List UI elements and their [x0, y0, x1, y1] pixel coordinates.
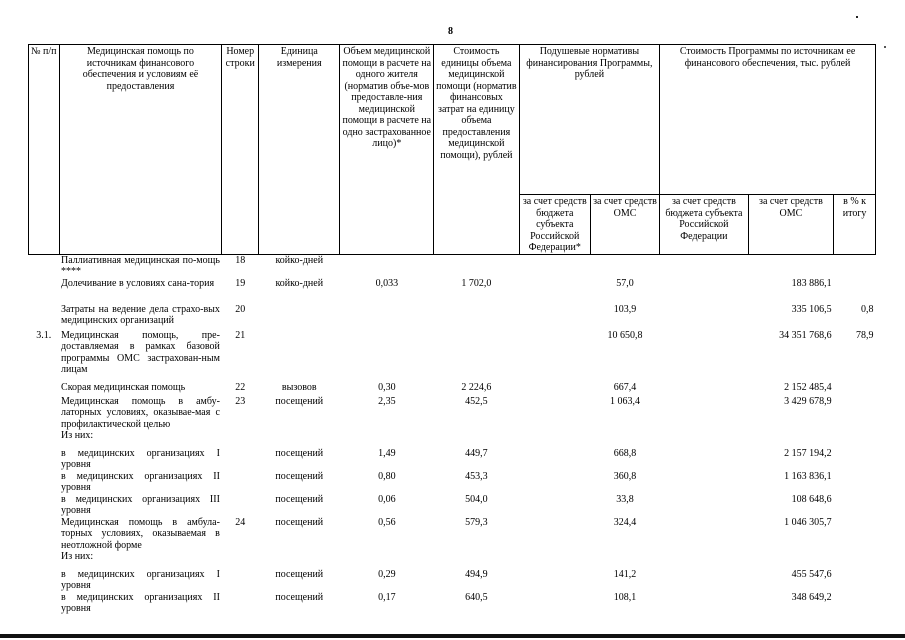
row-line-number: 19: [235, 277, 246, 289]
row-line-number: [222, 592, 259, 615]
row-program-budget: [660, 304, 749, 330]
row-name-text: Медицинская помощь в амбу-латорных условиях, оказывае-мая с профилактической целью: [61, 395, 220, 430]
row-program-pct: [834, 278, 876, 304]
row-program-omc: 2 152 485,4: [784, 381, 832, 393]
row-norm-budget: [519, 517, 590, 569]
row-program-budget: [660, 396, 749, 448]
row-num: [29, 569, 60, 592]
row-program-pct: [834, 471, 876, 494]
row-program-pct: 0,8: [861, 303, 874, 315]
row-program-pct: [834, 254, 876, 278]
header-program-pct: в % к итогу: [834, 195, 876, 255]
row-program-omc: 108 648,6: [791, 493, 832, 505]
row-volume: 0,29: [378, 568, 396, 580]
row-name-text: Медицинская помощь в амбула-торных условиях, оказываемая в неотложной форме: [61, 516, 220, 551]
row-line-number: 20: [235, 303, 246, 315]
row-name: [59, 517, 222, 569]
row-unit-cost: 494,9: [465, 568, 488, 580]
row-norm-budget: [519, 278, 590, 304]
scan-speck: [884, 46, 886, 48]
row-volume: 0,17: [378, 591, 396, 603]
header-norms-omc: за счет средств ОМС: [590, 195, 659, 255]
row-num: [29, 278, 60, 304]
row-num: [29, 592, 60, 615]
row-program-omc: 3 429 678,9: [784, 395, 832, 407]
row-name: [59, 278, 222, 304]
row-program-budget: [660, 448, 749, 471]
row-program-budget: [660, 569, 749, 592]
row-volume: 2,35: [378, 395, 396, 407]
table-row: [29, 330, 876, 382]
row-volume: 1,49: [378, 447, 396, 459]
header-program-omc: за счет средств ОМС: [748, 195, 834, 255]
table-row: [29, 396, 876, 448]
row-unit-cost: 449,7: [465, 447, 488, 459]
row-name: [59, 304, 222, 330]
row-program-omc: 1 163 836,1: [784, 470, 832, 482]
row-norm-omc: 1 063,4: [610, 395, 640, 407]
header-norms-budget: за счет средств бюджета субъекта Российской Федерации*: [519, 195, 590, 255]
scan-speck: [856, 16, 858, 18]
row-name-text: Долечивание в условиях сана-тория: [61, 277, 215, 289]
row-line-number: [222, 569, 259, 592]
row-unit: [259, 304, 340, 330]
row-volume: 0,30: [378, 381, 396, 393]
header-norms: Подушевые нормативы финансирования Программы, рублей: [519, 45, 659, 195]
row-num: [29, 382, 60, 396]
header-program: Стоимость Программы по источникам ее финансового обеспечения, тыс. рублей: [660, 45, 876, 195]
row-volume: 0,033: [375, 277, 399, 289]
row-norm-omc: 57,0: [616, 277, 634, 289]
row-name-text: Скорая медицинская помощь: [61, 381, 186, 393]
row-name: [59, 330, 222, 382]
row-unit-cost: 1 702,0: [461, 277, 492, 289]
row-unit: вызовов: [281, 381, 317, 393]
header-row: Номер строки: [222, 45, 259, 255]
row-program-budget: [660, 278, 749, 304]
row-norm-omc: 667,4: [613, 381, 637, 393]
row-num: [29, 304, 60, 330]
row-unit: койко-дней: [275, 277, 324, 289]
row-unit-cost: [434, 254, 520, 278]
row-line-number: [222, 448, 259, 471]
row-name-text: Затраты на ведение дела страхо-вых медицинских организаций: [61, 303, 220, 326]
header-num: № п/п: [29, 45, 60, 255]
row-volume: [340, 254, 434, 278]
row-line-number: [222, 494, 259, 517]
row-norm-omc: 33,8: [616, 493, 634, 505]
row-norm-budget: [519, 448, 590, 471]
row-program-pct: [834, 494, 876, 517]
row-volume: [340, 304, 434, 330]
row-line-number: 23: [235, 395, 246, 407]
row-norm-omc: [590, 254, 659, 278]
row-unit: посещений: [275, 493, 324, 505]
row-name-text: в медицинских организациях I уровня: [61, 447, 220, 470]
row-norm-omc: 10 650,8: [607, 329, 643, 341]
row-name: [59, 592, 222, 615]
row-program-pct: [834, 382, 876, 396]
row-name-text: в медицинских организациях II уровня: [61, 470, 220, 493]
row-norm-omc: 108,1: [613, 591, 637, 603]
table-row: [29, 254, 876, 278]
table-row: [29, 494, 876, 517]
row-norm-budget: [519, 330, 590, 382]
row-unit-cost: 453,3: [465, 470, 488, 482]
table-row: [29, 592, 876, 615]
row-num: [29, 517, 60, 569]
table-row: [29, 517, 876, 569]
table-row: [29, 304, 876, 330]
row-norm-budget: [519, 304, 590, 330]
header-name: Медицинская помощь по источникам финансового обеспечения и условиям её предоставления: [59, 45, 222, 255]
row-name: [59, 254, 222, 278]
row-line-number: 18: [235, 254, 246, 266]
table-row: [29, 569, 876, 592]
row-program-budget: [660, 254, 749, 278]
row-unit-cost: 452,5: [465, 395, 488, 407]
row-program-omc: 2 157 194,2: [784, 447, 832, 459]
row-norm-omc: 668,8: [613, 447, 637, 459]
row-num: [29, 448, 60, 471]
row-name: [59, 494, 222, 517]
row-unit-cost: [434, 304, 520, 330]
row-norm-omc: 141,2: [613, 568, 637, 580]
row-line-number: 24: [235, 516, 246, 528]
row-program-pct: [834, 517, 876, 569]
row-unit: посещений: [275, 395, 324, 407]
row-norm-omc: 324,4: [613, 516, 637, 528]
row-unit: посещений: [275, 568, 324, 580]
row-program-omc: 1 046 305,7: [784, 516, 832, 528]
row-name-text: Медицинская помощь, пре-доставляемая в рамках базовой программы ОМС застрахован-ным лицам: [61, 329, 220, 375]
row-unit: [259, 330, 340, 382]
table-row: [29, 278, 876, 304]
row-norm-budget: [519, 254, 590, 278]
page-bottom-rule: [0, 634, 905, 638]
row-subcaption: Из них:: [61, 430, 94, 441]
row-unit: посещений: [275, 470, 324, 482]
row-subcaption: Из них:: [61, 551, 94, 562]
row-name: [59, 471, 222, 494]
row-program-omc: [748, 254, 834, 278]
row-unit-cost: 640,5: [465, 591, 488, 603]
row-num: [29, 471, 60, 494]
row-line-number: [222, 471, 259, 494]
row-norm-budget: [519, 382, 590, 396]
row-name: [59, 396, 222, 448]
table-row: [29, 448, 876, 471]
row-num: [29, 396, 60, 448]
table-row: [29, 382, 876, 396]
row-name-text: в медицинских организациях II уровня: [61, 591, 220, 614]
financing-table: [28, 44, 876, 615]
row-program-budget: [660, 592, 749, 615]
row-norm-budget: [519, 396, 590, 448]
row-program-budget: [660, 494, 749, 517]
table-row: [29, 471, 876, 494]
row-line-number: 22: [235, 381, 246, 393]
row-unit-cost: [434, 330, 520, 382]
row-program-omc: 34 351 768,6: [779, 329, 832, 341]
row-unit: посещений: [275, 591, 324, 603]
row-volume: 0,06: [378, 493, 396, 505]
row-program-pct: [834, 569, 876, 592]
row-volume: [340, 330, 434, 382]
row-unit: посещений: [275, 447, 324, 459]
row-name: [59, 569, 222, 592]
row-program-pct: 78,9: [856, 329, 874, 341]
row-volume: 0,80: [378, 470, 396, 482]
header-program-budget: за счет средств бюджета субъекта Российской Федерации: [660, 195, 749, 255]
row-num: [29, 254, 60, 278]
row-program-budget: [660, 517, 749, 569]
row-norm-omc: 103,9: [613, 303, 637, 315]
row-program-pct: [834, 448, 876, 471]
row-num: 3.1.: [36, 329, 52, 341]
row-unit-cost: 579,3: [465, 516, 488, 528]
row-program-pct: [834, 396, 876, 448]
header-unit: Единица измерения: [259, 45, 340, 255]
row-name: [59, 382, 222, 396]
row-program-omc: 183 886,1: [791, 277, 832, 289]
row-line-number: 21: [235, 329, 246, 341]
row-norm-budget: [519, 471, 590, 494]
row-unit-cost: 504,0: [465, 493, 488, 505]
row-program-pct: [834, 592, 876, 615]
row-norm-budget: [519, 592, 590, 615]
row-program-omc: 455 547,6: [791, 568, 832, 580]
row-name-text: в медицинских организациях I уровня: [61, 568, 220, 591]
row-volume: 0,56: [378, 516, 396, 528]
page-number: 8: [448, 26, 453, 37]
header-volume: Объем медицинской помощи в расчете на одного жителя (норматив объе-мов предоставле-ния медицинской помощи в расчете на одно застрахованное лицо)*: [340, 45, 434, 255]
row-norm-omc: 360,8: [613, 470, 637, 482]
row-program-budget: [660, 330, 749, 382]
row-num: [29, 494, 60, 517]
row-program-budget: [660, 382, 749, 396]
row-name-text: Паллиативная медицинская по-мощь ****: [61, 254, 220, 277]
row-unit-cost: 2 224,6: [461, 381, 492, 393]
row-name-text: в медицинских организациях III уровня: [61, 493, 220, 516]
row-norm-budget: [519, 494, 590, 517]
row-name: [59, 448, 222, 471]
row-unit: посещений: [275, 516, 324, 528]
row-unit: койко-дней: [275, 254, 324, 266]
row-program-omc: 335 106,5: [791, 303, 832, 315]
row-program-omc: 348 649,2: [791, 591, 832, 603]
row-program-budget: [660, 471, 749, 494]
row-norm-budget: [519, 569, 590, 592]
header-cost: Стоимость единицы объема медицинской помощи (норматив финансовых затрат на единицу объема предоставления медицинской помощи), рублей: [434, 45, 520, 255]
